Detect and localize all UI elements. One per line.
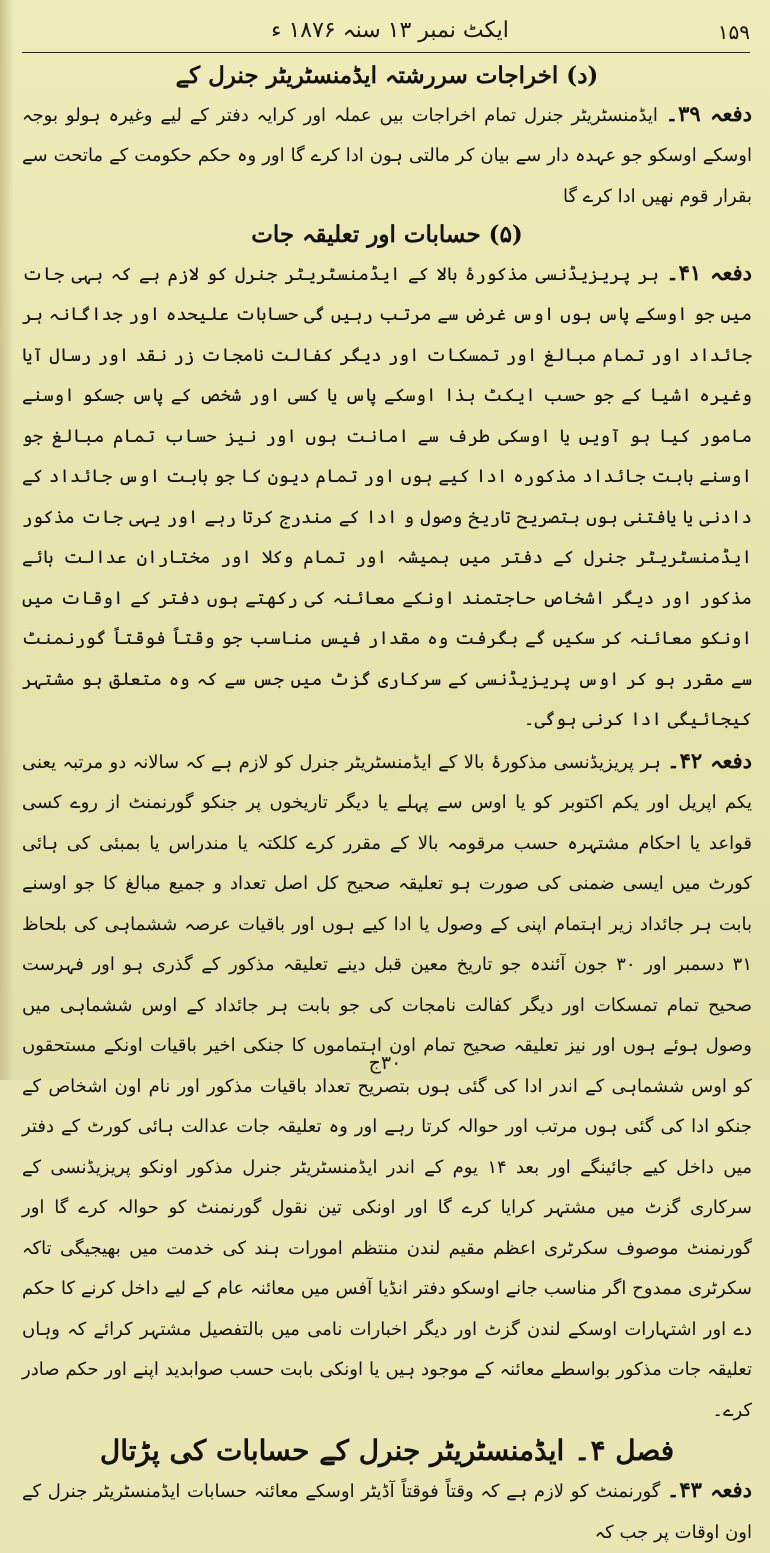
clause-text: ہر پریزیڈنسی مذکورۂ بالا کے ایڈمنسٹریٹر جنرل کو لازم ہے کہ بہی جات میں جو اوسکے پاس ہوں اوس غرض سے مرتب رہیں گی حسابات علیحدہ اور جداگانہ ہر جائداد اور تمام مبالغ اور تمسکات اور دیگر کفالت نامجات زر نقد اور رسال آیا وغیرہ اشیا کے جو حسب ایکٹ ہذا اوسکے پاس یا کسی اور شخص کے پاس جسکو اوسنے مامور کیا ہو آویں یا اوسکی طرف سے امانت ہوں اور نیز حساب تمام مبالغ جو اوسنے بابت جائداد مذکورہ ادا کیے ہوں اور تمام دیون کا جو بابت اوس جائداد کے دادنی یا یافتنی ہوں بتصریح تاریخ وصول و ادا کے مندرج کرتا رہے اور یہی جات مذکور ایڈمنسٹریٹر جنرل کے دفتر میں ہمیشہ اور تمام وکلا اور مختاران عدالت ہائے مذکور اور دیگر اشخاص حاجتمند اونکے معائنہ کی رکھتے ہوں دفتر کے اوقات میں اونکو معائنہ کر سکیں گے بگرفت وہ مقدار فیس مناسب جو وقتاً فوقتاً گورنمنٹ سے مقرر ہو کر اوس پریزیڈنسی کے سرکاری گزٹ میں جس سے کہ وہ متعلق ہو مشتہر کیجائیگی ادا کرنی ہوگی۔ (22, 263, 752, 731)
running-head: ایکٹ نمبر ۱۳ سنہ ۱۸۷۶ ء (271, 18, 509, 43)
clause-text: ایڈمنسٹریٹر جنرل تمام اخراجات بیں عملہ اور کرایہ دفتر کے لیے وغیرہ ہولو بوجہ اوسکے اوسکو جو عہدہ دار سے بیان کر مالتی ہون ادا کرے گا اور وہ حکم حکومت کے ماتحت سے بقرار قوم نهیں ادا کرے گا (22, 104, 752, 207)
clause-text: ہر پریزیڈنسی مذکورۂ بالا کے ایڈمنسٹریٹر جنرل کو لازم ہے کہ سالانہ دو مرتبہ یعنی یکم اپریل اور یکم اکتوبر کو یا اوس سے پہلے یا دیگر تاریخوں پر جنکو گورنمنٹ از روے کسی قواعد یا احکام مشتہرہ حسب مرقومہ بالا کے مقرر کرے کلکتہ یا مندراس یا بمبئی کی ہائی کورٹ میں ایسی ضمنی کی صورت ہو تعلیقہ صحیح کل اصل تعداد و جمیع مبالغ کا جو اوسنے بابت ہر جائداد زیر اہتمام اپنی کے وصول یا ادا کیے ہوں اور باقیات عرصہ ششماہی کی بلحاظ ۳۱ دسمبر اور ۳۰ جون آئندہ جو تاریخ معین قبل دینے تعلیقہ مذکور کے گذری ہو اور فہرست صحیح تمام تمسکات اور دیگر کفالت نامجات کی جو بابت ہر جائداد کے اوس ششماہی میں وصول ہوئے ہوں اور نیز تعلیقہ صحیح تمام اون اہتماموں کا جنکی اخیر باقیات اونکے مستحقوں کو اوس ششماہی کے اندر ادا کی گئی ہوں بتصریح تعداد باقیات مذکور اور نام اون اشخاص کے جنکو ادا کی گئی ہوں مرتب اور حوالہ کرتا رہے اور وہ تعلیقہ جات عدالت ہائی کورٹ کے دفتر میں داخل کیے جائینگے اور بعد ۱۴ یوم کے اندر ایڈمنسٹریٹر جنرل مذکور اونکو پریزیڈنسی کے سرکاری گزٹ میں مشتہر کرایا کرے گا اور اونکی تین نقول گورنمنٹ کو حوالہ کرے گا اور گورنمنٹ موصوف سکرٹری اعظم مقیم لندن منتظم امورات ہند کی خدمت میں بھیجیگی تاکہ سکرٹری ممدوح اگر مناسب جانے اوسکو دفتر انڈیا آفس میں معائنہ عام کے لیے داخل کرنے کا حکم دے اور اشتہارات اوسکے لندن گزٹ اور دیگر اخبارات نامی میں بالتفصیل مشتہر کرائے کہ وہاں تعلیقہ جات مذکور بواسطے معائنہ کے موجود ہیں یا اونکی بابت حسب صوابدید اپنے اور حکم صادر کرے۔ (22, 751, 752, 1421)
heading-expenses: (د) اخراجات سررشتہ ایڈمنسٹریٹر جنرل کے (175, 62, 599, 89)
clause-39 (22, 94, 752, 218)
clause-label: دفعہ ۳۹۔ (665, 100, 753, 126)
page-body (22, 58, 753, 1543)
clause-42 (22, 741, 752, 1432)
header-rule (22, 52, 750, 53)
page-edge-shadow (0, 0, 14, 1080)
clause-label: دفعہ ۴۱۔ (666, 259, 752, 285)
clause-text: گورنمنٹ کو لازم ہے کہ وقتاً فوقتاً آڈیٹر اوسکے معائنہ حسابات ایڈمنسٹریٹر جنرل کے اون اوقات پر جب کہ (22, 1481, 752, 1543)
clause-43 (22, 1470, 752, 1553)
clause-41 (22, 253, 752, 741)
heading-accounts: (۵) حسابات اور تعلیقہ جات (251, 221, 523, 249)
clause-label: دفعہ ۴۲۔ (667, 747, 752, 773)
page-signature: ۳۰ج (368, 1052, 402, 1074)
clause-label: دفعہ ۴۳۔ (667, 1477, 752, 1503)
page-number: ۱۵۹ (717, 20, 750, 44)
page-header (0, 10, 770, 50)
chapter-title: فصل ۴۔ ایڈمنسٹریٹر جنرل کے حسابات کی پڑتال (99, 1434, 675, 1468)
